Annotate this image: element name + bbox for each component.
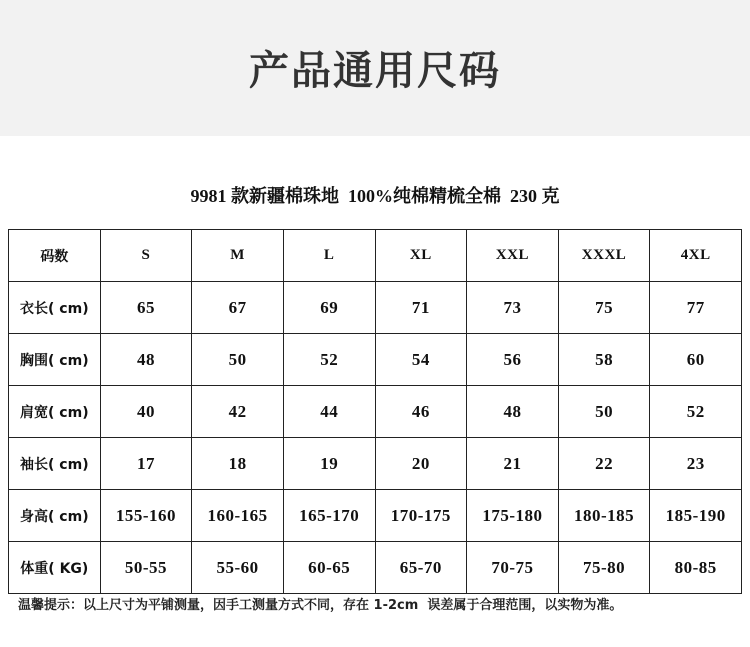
size-header-xxl: XXL bbox=[467, 230, 559, 282]
row-label-height: 身高( cm) bbox=[9, 490, 101, 542]
table-cell: 23 bbox=[650, 438, 742, 490]
table-cell: 40 bbox=[100, 386, 192, 438]
table-cell: 65 bbox=[100, 282, 192, 334]
table-cell: 56 bbox=[467, 334, 559, 386]
table-cell: 180-185 bbox=[558, 490, 650, 542]
page-title: 产品通用尺码 bbox=[249, 48, 501, 94]
size-header-xxxl: XXXL bbox=[558, 230, 650, 282]
table-cell: 77 bbox=[650, 282, 742, 334]
table-cell: 60 bbox=[650, 334, 742, 386]
table-cell: 54 bbox=[375, 334, 467, 386]
table-row bbox=[9, 334, 742, 386]
table-cell: 155-160 bbox=[100, 490, 192, 542]
size-header-4xl: 4XL bbox=[650, 230, 742, 282]
table-cell: 73 bbox=[467, 282, 559, 334]
table-cell: 52 bbox=[650, 386, 742, 438]
row-label-shoulder: 肩宽( cm) bbox=[9, 386, 101, 438]
row-label-chest: 胸围( cm) bbox=[9, 334, 101, 386]
table-cell: 48 bbox=[467, 386, 559, 438]
table-cell: 60-65 bbox=[283, 542, 375, 594]
table-cell: 48 bbox=[100, 334, 192, 386]
table-cell: 65-70 bbox=[375, 542, 467, 594]
size-header-l: L bbox=[283, 230, 375, 282]
table-header-row bbox=[9, 230, 742, 282]
header-band bbox=[0, 0, 750, 136]
table-cell: 18 bbox=[192, 438, 284, 490]
table-row bbox=[9, 490, 742, 542]
size-header-xl: XL bbox=[375, 230, 467, 282]
table-cell: 50-55 bbox=[100, 542, 192, 594]
table-row bbox=[9, 438, 742, 490]
table-cell: 46 bbox=[375, 386, 467, 438]
corner-header: 码数 bbox=[9, 230, 101, 282]
table-row bbox=[9, 542, 742, 594]
table-cell: 55-60 bbox=[192, 542, 284, 594]
table-cell: 52 bbox=[283, 334, 375, 386]
size-table bbox=[8, 229, 742, 594]
size-header-m: M bbox=[192, 230, 284, 282]
row-label-weight: 体重( KG) bbox=[9, 542, 101, 594]
table-cell: 71 bbox=[375, 282, 467, 334]
table-cell: 19 bbox=[283, 438, 375, 490]
table-cell: 160-165 bbox=[192, 490, 284, 542]
table-cell: 170-175 bbox=[375, 490, 467, 542]
table-cell: 67 bbox=[192, 282, 284, 334]
table-cell: 75 bbox=[558, 282, 650, 334]
product-subtitle: 9981 款新疆棉珠地 100%纯棉精梳全棉 230 克 bbox=[190, 186, 560, 206]
table-cell: 70-75 bbox=[467, 542, 559, 594]
size-header-s: S bbox=[100, 230, 192, 282]
row-label-length: 衣长( cm) bbox=[9, 282, 101, 334]
table-cell: 58 bbox=[558, 334, 650, 386]
table-cell: 42 bbox=[192, 386, 284, 438]
table-cell: 50 bbox=[192, 334, 284, 386]
table-cell: 20 bbox=[375, 438, 467, 490]
table-cell: 185-190 bbox=[650, 490, 742, 542]
table-cell: 44 bbox=[283, 386, 375, 438]
table-cell: 50 bbox=[558, 386, 650, 438]
table-row bbox=[9, 386, 742, 438]
table-cell: 22 bbox=[558, 438, 650, 490]
table-cell: 175-180 bbox=[467, 490, 559, 542]
table-cell: 21 bbox=[467, 438, 559, 490]
table-cell: 80-85 bbox=[650, 542, 742, 594]
table-cell: 75-80 bbox=[558, 542, 650, 594]
table-cell: 69 bbox=[283, 282, 375, 334]
table-cell: 17 bbox=[100, 438, 192, 490]
table-cell: 165-170 bbox=[283, 490, 375, 542]
row-label-sleeve: 袖长( cm) bbox=[9, 438, 101, 490]
table-row bbox=[9, 282, 742, 334]
measurement-note: 温馨提示：以上尺寸为平铺测量，因手工测量方式不同，存在 1-2cm 误差属于合理范围，以实物为准。 bbox=[18, 598, 623, 613]
